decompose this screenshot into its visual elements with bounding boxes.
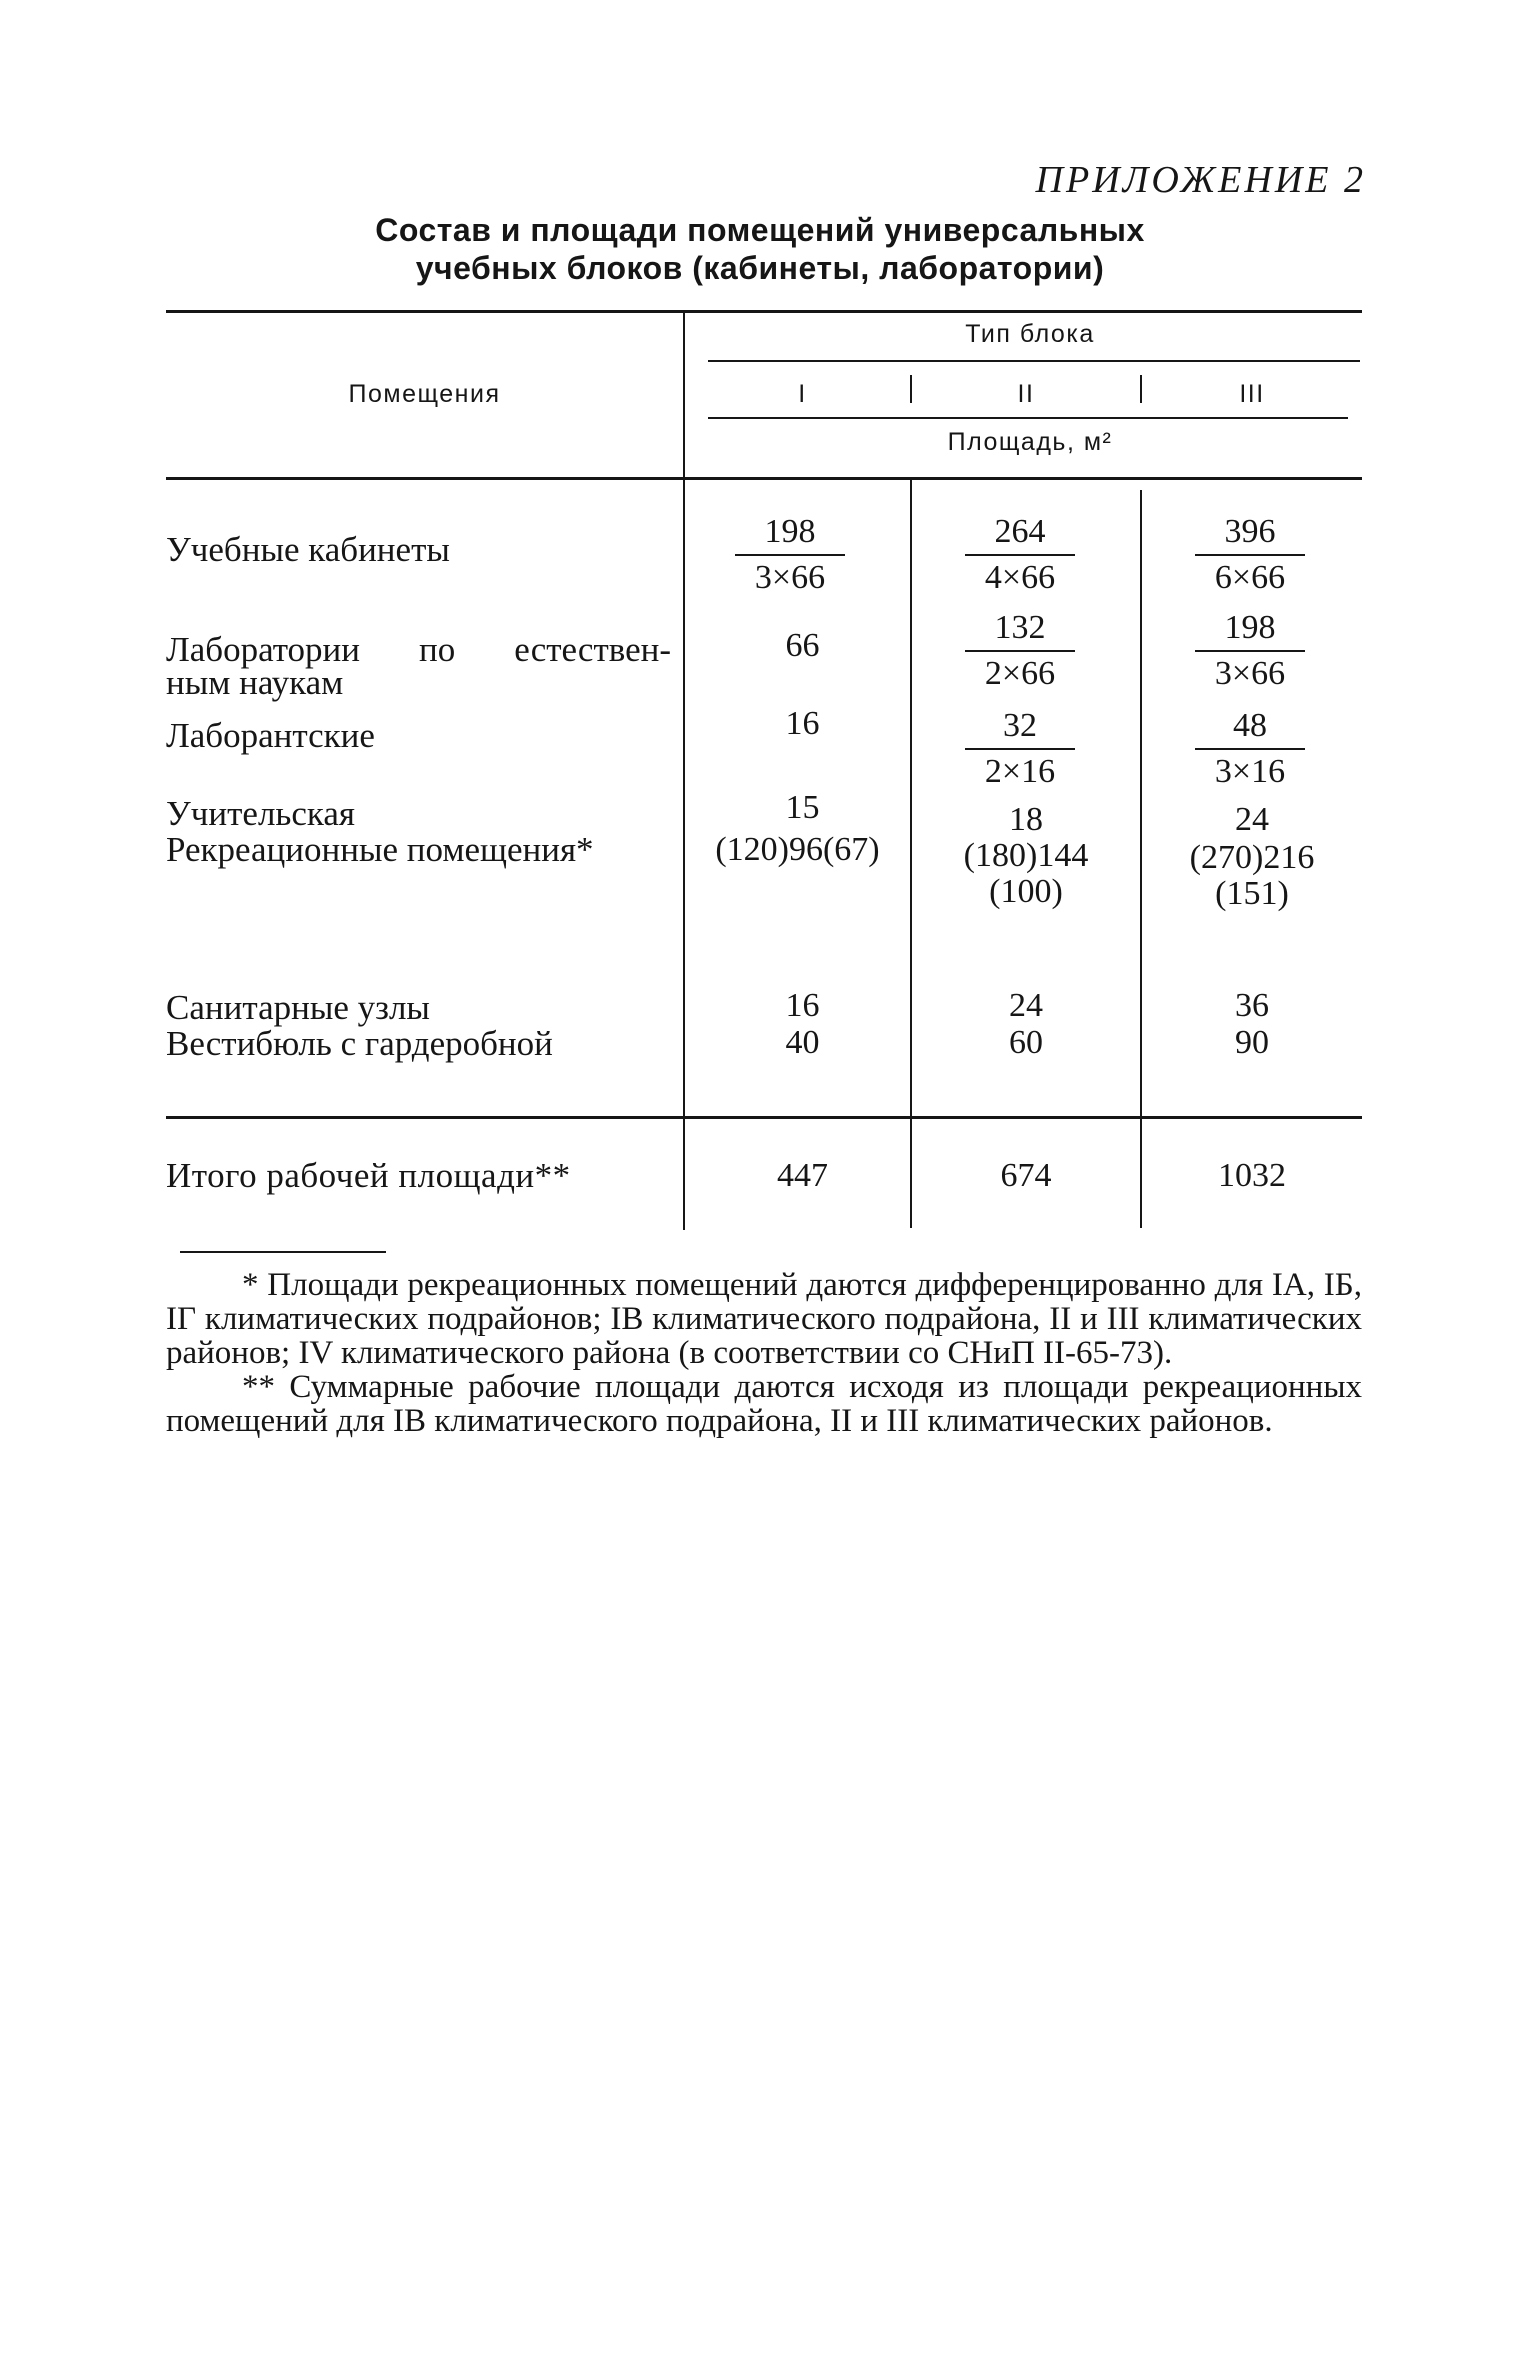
table-cell: 66 <box>785 627 820 664</box>
cell-denominator: 3×66 <box>735 554 845 600</box>
cell-denominator: 3×16 <box>1195 748 1305 794</box>
header-block-I: I <box>798 380 807 408</box>
table-top-rule <box>166 310 1362 313</box>
row-name-sanitary: Санитарные узлы <box>166 988 430 1027</box>
header-area: Площадь, м² <box>947 428 1113 456</box>
cell-denominator: 2×16 <box>965 748 1075 794</box>
table-cell: (270)216 <box>1189 839 1315 876</box>
block-type-rule <box>708 360 1360 362</box>
table-cell: 18 <box>1009 801 1043 838</box>
row-name-teachers-room: Учительская <box>166 794 356 833</box>
cell-numerator: 48 <box>1233 707 1267 744</box>
header-block-II: II <box>1017 380 1035 408</box>
table-cell: (120)96(67) <box>715 831 880 868</box>
total-value-III: 1032 <box>1218 1157 1286 1194</box>
total-value-I: 447 <box>777 1157 828 1194</box>
table-cell: (151) <box>1215 875 1289 912</box>
row-name-vestibule: Вестибюль с гардеробной <box>166 1024 553 1063</box>
cell-numerator: 132 <box>994 609 1046 646</box>
table-cell: 40 <box>785 1024 820 1061</box>
table-cell <box>1195 606 1305 696</box>
total-value-II: 674 <box>1000 1157 1052 1194</box>
table-cell: 24 <box>1009 987 1043 1024</box>
header-rooms: Помещения <box>348 380 501 408</box>
table-cell: 36 <box>1235 987 1269 1024</box>
cell-numerator: 32 <box>1003 707 1037 744</box>
table-cell <box>735 510 845 600</box>
block-numbers-rule <box>708 417 1348 419</box>
table-cell: 90 <box>1235 1024 1269 1061</box>
total-top-rule <box>166 1116 1362 1119</box>
row-name-classrooms: Учебные кабинеты <box>166 530 450 569</box>
footnote-separator <box>180 1251 386 1253</box>
table-cell: 15 <box>785 789 820 826</box>
table-cell <box>965 606 1075 696</box>
row-name-recreation: Рекреационные помещения* <box>166 830 594 869</box>
cell-denominator: 6×66 <box>1195 554 1305 600</box>
table-cell: 60 <box>1009 1024 1043 1061</box>
table-cell: 16 <box>785 987 820 1024</box>
table-cell <box>965 510 1075 600</box>
table-cell: (100) <box>989 873 1063 910</box>
table-cell <box>1195 704 1305 794</box>
table-cell: 24 <box>1235 801 1269 838</box>
appendix-label: ПРИЛОЖЕНИЕ 2 <box>1035 159 1366 201</box>
cell-denominator: 3×66 <box>1195 650 1305 696</box>
cell-numerator: 198 <box>764 513 816 550</box>
table-cell: (180)144 <box>963 837 1089 874</box>
table-title-line1: Состав и площади помещений универсальных <box>375 212 1145 248</box>
row-name-labs-line2: ным наукам <box>166 663 344 702</box>
footnote-1: * Площади рекреационных помещений даются дифференцированно для IA, IБ, IГ климатических подрайонов; IB климатического подрайона, II и III климатических районов; IV климатического района (в соответствии со СНиП II-65-73). <box>166 1267 1362 1371</box>
cell-numerator: 198 <box>1224 609 1276 646</box>
header-block-III: III <box>1239 380 1265 408</box>
row-name-lab-assistants: Лаборантские <box>166 716 375 755</box>
row-name-labs-line1: Лаборатории по естествен- <box>166 630 671 669</box>
cell-denominator: 2×66 <box>965 650 1075 696</box>
table-cell <box>1195 510 1305 600</box>
total-label: Итого рабочей площади** <box>166 1156 571 1195</box>
table-cell <box>965 704 1075 794</box>
header-block-type: Тип блока <box>965 320 1095 348</box>
table-cell: 16 <box>785 705 820 742</box>
cell-numerator: 264 <box>994 513 1046 550</box>
cell-numerator: 396 <box>1224 513 1276 550</box>
footnote-2: ** Суммарные рабочие площади даются исходя из площади рекреационных помещений для IB климатического подрайона, II и III климатических районов. <box>166 1369 1362 1439</box>
footnotes <box>166 1268 1362 1438</box>
header-bottom-rule <box>166 477 1362 480</box>
table-title-line2: учебных блоков (кабинеты, лаборатории) <box>415 250 1105 286</box>
cell-denominator: 4×66 <box>965 554 1075 600</box>
column-divider-rooms <box>683 312 685 1230</box>
